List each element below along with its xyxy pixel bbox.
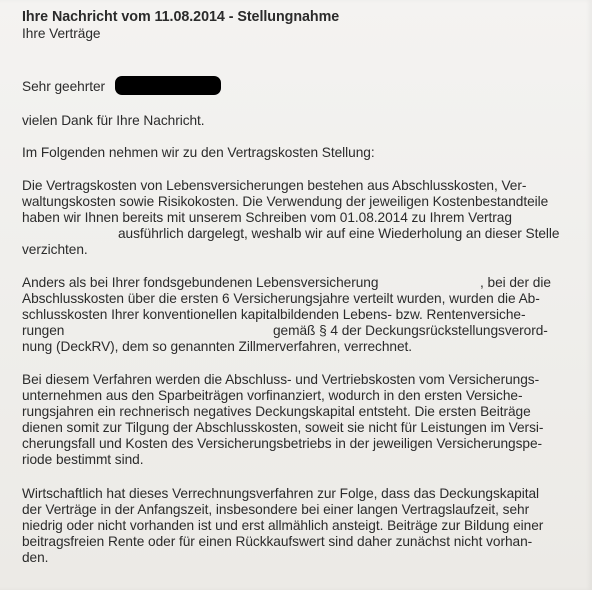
para2-line1b: , bei der die — [480, 275, 551, 290]
para4-line1: Wirtschaftlich hat dieses Verrechnungsverfahren zur Folge, dass das Deckungskapital — [22, 486, 539, 501]
redacted-name — [115, 76, 221, 95]
para2-line5: nung (DeckRV), dem so genannten Zillmerverfahren, verrechnet. — [22, 339, 413, 354]
para1-line3: haben wir Ihnen bereits mit unserem Schreiben vom 01.08.2014 zu Ihrem Vertrag — [22, 210, 512, 225]
para4-line4: beitragsfreien Rente oder für einen Rückkaufswert sind daher zunächst nicht vorhan- — [22, 534, 533, 549]
para4-line2: der Verträge in der Anfangszeit, insbesondere bei einer langen Vertragslaufzeit, sehr — [22, 502, 530, 517]
para3-line1: Bei diesem Verfahren werden die Abschluss- und Vertriebskosten vom Versicherungs- — [22, 372, 540, 387]
salutation: Sehr geehrter — [22, 79, 106, 94]
para2-line4a: rungen — [22, 323, 65, 338]
para3-line2: unternehmen aus den Sparbeiträgen vorfinanziert, wodurch in den ersten Versiche- — [22, 388, 523, 403]
para3-line3: rungsjahren ein rechnerisch negatives Deckungskapital entsteht. Die ersten Beiträge — [22, 404, 531, 419]
para3-line5: cherungsfall und Kosten des Versicherungsbetriebs in der jeweiligen Versicherungspe- — [22, 436, 543, 451]
para2-line3: schlusskosten Ihrer konventionellen kapitalbildenden Lebens- bzw. Rentenversiche- — [22, 307, 526, 322]
letter-subheading: Ihre Verträge — [22, 26, 101, 41]
para2-line2: Abschlusskosten über die ersten 6 Versicherungsjahre verteilt wurden, wurden die Ab- — [22, 291, 540, 306]
letter-heading: Ihre Nachricht vom 11.08.2014 - Stellungnahme — [22, 9, 340, 25]
para1-line4: ausführlich dargelegt, weshalb wir auf eine Wiederholung an dieser Stelle — [118, 226, 560, 241]
intro-line: Im Folgenden nehmen wir zu den Vertragskosten Stellung: — [22, 145, 375, 160]
para4-line5: den. — [22, 550, 49, 565]
para4-line3: niedrig oder nicht vorhanden ist und erst allmählich ansteigt. Beiträge zur Bildung einer — [22, 518, 544, 533]
para1-line5: verzichten. — [22, 242, 88, 257]
para3-line4: dienen somit zur Tilgung der Abschlusskosten, soweit sie nicht für Leistungen im Versi- — [22, 420, 544, 435]
para1-line1: Die Vertragskosten von Lebensversicherungen bestehen aus Abschlusskosten, Ver- — [22, 178, 527, 193]
para1-line2: waltungskosten sowie Risikokosten. Die Verwendung der jeweiligen Kostenbestandteile — [22, 194, 549, 209]
para2-line4b: gemäß § 4 der Deckungsrückstellungsverord- — [273, 323, 548, 338]
thanks-line: vielen Dank für Ihre Nachricht. — [22, 113, 205, 128]
para2-line1a: Anders als bei Ihrer fondsgebundenen Lebensversicherung — [22, 275, 379, 290]
para3-line6: riode bestimmt sind. — [22, 452, 144, 467]
